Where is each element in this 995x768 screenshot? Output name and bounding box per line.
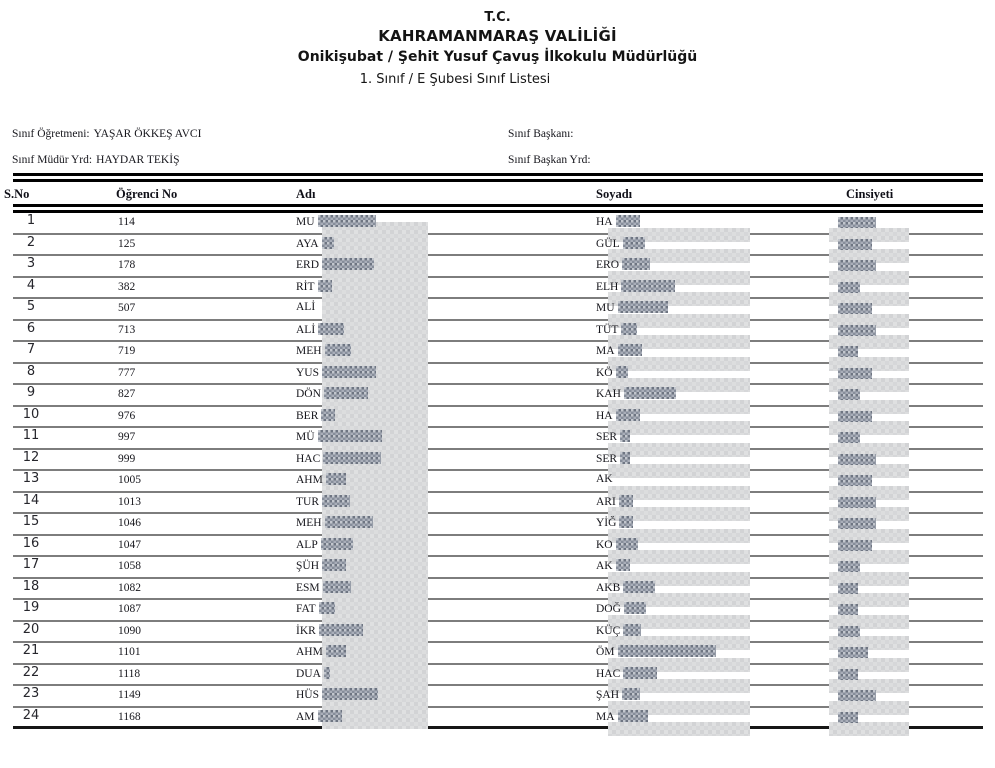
cell-soyadi (596, 667, 657, 680)
cell-sno: 3 (26, 256, 36, 271)
adi-visible-prefix: AYA (296, 237, 319, 250)
adi-redaction-block (319, 624, 363, 636)
col-header-ogrenci-no: Öğrenci No (116, 187, 178, 201)
cell-ogrenci-no: 1118 (118, 667, 141, 680)
cell-adi (296, 688, 378, 701)
table-row (0, 321, 995, 343)
cinsiyeti-redaction-block (838, 712, 858, 723)
cell-soyadi (596, 495, 633, 508)
cinsiyeti-redaction-block (838, 690, 876, 701)
table-row (0, 364, 995, 386)
cell-ogrenci-no: 976 (118, 409, 136, 422)
cell-sno: 1 (26, 213, 36, 228)
cell-ogrenci-no: 777 (118, 366, 136, 379)
cell-ogrenci-no: 1149 (118, 689, 141, 701)
cell-ogrenci-no: 114 (118, 216, 135, 228)
cell-ogrenci-no: 1082 (118, 581, 141, 594)
adi-visible-prefix: FAT (296, 603, 316, 615)
adi-redaction-block (324, 387, 368, 399)
soyadi-visible-prefix: KÖ (596, 366, 613, 379)
cinsiyeti-redaction-block (838, 389, 860, 400)
adi-redaction-block (326, 473, 346, 485)
adi-visible-prefix: RİT (296, 280, 315, 293)
cell-adi (296, 710, 342, 723)
header-governorship: KAHRAMANMARAŞ VALİLİĞİ (378, 27, 617, 45)
deputy-principal-label: Sınıf Müdür Yrd: (12, 154, 93, 166)
adi-visible-prefix: YUS (296, 366, 320, 379)
soyadi-visible-prefix: HA (596, 216, 613, 228)
cell-sno: 2 (26, 234, 36, 250)
cell-ogrenci-no: 382 (118, 280, 136, 293)
adi-redaction-block (318, 710, 342, 722)
adi-redaction-block (318, 215, 376, 227)
cell-sno: 17 (22, 557, 40, 572)
adi-visible-prefix: AHM (296, 474, 323, 486)
table-row (0, 665, 995, 687)
cinsiyeti-redaction-block (838, 239, 872, 250)
info-class-teacher (12, 128, 201, 140)
soyadi-redaction-block (620, 452, 630, 464)
soyadi-redaction-block (616, 215, 640, 227)
soyadi-redaction-block (622, 258, 650, 270)
cell-sno: 7 (26, 342, 36, 357)
cell-sno: 23 (22, 686, 40, 701)
cell-ogrenci-no: 1047 (118, 538, 141, 551)
table-body (0, 213, 995, 729)
rule-below-table-header (13, 204, 983, 213)
adi-redaction-block (322, 258, 374, 270)
soyadi-redaction-block (623, 237, 645, 249)
cell-ogrenci-no: 1046 (118, 517, 141, 529)
soyadi-visible-prefix: AK (596, 560, 613, 572)
soyadi-redaction-block (623, 624, 641, 636)
soyadi-visible-prefix: ERO (596, 259, 619, 271)
cinsiyeti-redaction-block (838, 475, 872, 486)
table-row (0, 471, 995, 493)
cell-sno: 22 (22, 664, 40, 680)
soyadi-visible-prefix: SER (596, 452, 618, 465)
cell-adi (296, 387, 368, 400)
cell-adi (296, 516, 373, 529)
soyadi-redaction-block (616, 409, 640, 421)
cell-ogrenci-no: 1058 (118, 560, 141, 572)
adi-redaction-block (325, 344, 351, 356)
adi-redaction-block (322, 688, 378, 700)
cell-soyadi (596, 323, 637, 336)
cell-soyadi (596, 430, 630, 443)
cell-ogrenci-no: 178 (118, 259, 136, 271)
adi-redaction-block (325, 516, 373, 528)
soyadi-redaction-block (618, 301, 668, 313)
table-row (0, 514, 995, 536)
cell-soyadi (596, 452, 630, 465)
soyadi-redaction-block (618, 344, 642, 356)
adi-visible-prefix: DUA (296, 667, 321, 680)
soyadi-visible-prefix: KAH (596, 388, 621, 400)
cell-soyadi (596, 258, 650, 271)
table-row (0, 278, 995, 300)
cell-soyadi (596, 237, 645, 250)
adi-visible-prefix: MÜ (296, 431, 315, 443)
cell-soyadi (596, 581, 655, 594)
cinsiyeti-redaction-block (838, 540, 872, 551)
col-header-soyadi: Soyadı (596, 187, 633, 201)
cell-adi (296, 667, 330, 680)
cell-soyadi (596, 645, 716, 658)
soyadi-visible-prefix: KÜÇ (596, 624, 621, 637)
cell-sno: 10 (22, 406, 40, 422)
cell-sno: 4 (26, 277, 36, 293)
adi-visible-prefix: MEH (296, 517, 322, 529)
cell-soyadi (596, 280, 675, 293)
soyadi-visible-prefix: MU (596, 302, 615, 314)
cell-sno: 24 (22, 707, 40, 723)
cell-adi (296, 366, 376, 379)
soyadi-visible-prefix: ŞAH (596, 689, 620, 701)
adi-visible-prefix: ERD (296, 259, 319, 271)
cinsiyeti-redaction-block (838, 626, 860, 637)
table-row (0, 450, 995, 472)
table-row (0, 557, 995, 579)
cell-adi (296, 237, 334, 250)
table-row (0, 622, 995, 644)
info-class-vice-president (508, 154, 595, 166)
soyadi-redaction-block (618, 710, 648, 722)
cinsiyeti-redaction-block (838, 368, 872, 379)
adi-visible-prefix: AM (296, 710, 315, 723)
cell-soyadi (596, 559, 630, 572)
adi-redaction-block (324, 667, 330, 679)
adi-redaction-block (321, 409, 335, 421)
soyadi-visible-prefix: HA (596, 409, 613, 422)
table-row (0, 686, 995, 708)
cinsiyeti-redaction-block (838, 432, 860, 443)
cinsiyeti-redaction-block (838, 411, 872, 422)
soyadi-visible-prefix: MA (596, 710, 615, 723)
soyadi-redaction-block (619, 516, 633, 528)
soyadi-redaction-block (620, 430, 630, 442)
cell-sno: 14 (22, 492, 40, 508)
soyadi-visible-prefix: DOĞ (596, 603, 621, 615)
table-row (0, 708, 995, 730)
cell-sno: 12 (22, 449, 40, 465)
adi-redaction-block (323, 581, 351, 593)
adi-visible-prefix: HÜS (296, 689, 320, 701)
table-row (0, 299, 995, 321)
cell-adi (296, 538, 353, 551)
cell-soyadi (596, 344, 642, 357)
adi-visible-prefix: ALP (296, 538, 318, 551)
soyadi-redaction-block (619, 495, 633, 507)
cell-adi (296, 581, 351, 594)
cell-soyadi (596, 624, 641, 637)
cell-sno: 5 (26, 299, 36, 314)
cell-adi (296, 452, 381, 465)
rule-above-table-header (13, 173, 983, 182)
soyadi-visible-prefix: GÜL (596, 237, 620, 250)
cell-soyadi (596, 409, 640, 422)
cinsiyeti-redaction-block (838, 217, 876, 228)
class-teacher-label: Sınıf Öğretmeni: (12, 128, 90, 140)
soyadi-visible-prefix: AKB (596, 581, 621, 594)
cinsiyeti-redaction-block (838, 669, 858, 680)
cell-adi (296, 409, 335, 422)
adi-redaction-block (323, 452, 381, 464)
col-header-cinsiyeti: Cinsiyeti (846, 187, 894, 201)
table-row (0, 600, 995, 622)
header-class-list-title: 1. Sınıf / E Şubesi Sınıf Listesi (359, 72, 551, 87)
soyadi-visible-prefix: YİĞ (596, 517, 617, 529)
adi-visible-prefix: HAC (296, 452, 321, 465)
table-row (0, 385, 995, 407)
cell-ogrenci-no: 999 (118, 452, 136, 465)
soyadi-redaction-block (624, 602, 646, 614)
cell-soyadi (596, 366, 628, 379)
cell-sno: 19 (22, 600, 40, 615)
cell-adi (296, 215, 376, 228)
info-deputy-principal (12, 154, 179, 166)
table-row (0, 256, 995, 278)
col-header-adi: Adı (296, 187, 316, 201)
table-row (0, 643, 995, 665)
soyadi-visible-prefix: MA (596, 345, 615, 357)
deputy-principal-value: HAYDAR TEKİŞ (96, 154, 180, 166)
header-school: Onikişubat / Şehit Yusuf Çavuş İlkokulu Müdürlüğü (297, 49, 698, 65)
cinsiyeti-redaction-block (838, 260, 876, 271)
adi-visible-prefix: ESM (296, 581, 320, 594)
cell-ogrenci-no: 719 (118, 345, 136, 357)
cell-sno: 6 (26, 320, 36, 336)
info-class-president (508, 128, 578, 140)
soyadi-redaction-block (623, 581, 655, 593)
redaction-bar-soyadi (608, 357, 750, 371)
table-row (0, 235, 995, 257)
soyadi-visible-prefix: TÜT (596, 323, 619, 336)
cell-ogrenci-no: 1101 (118, 646, 141, 658)
table-row (0, 407, 995, 429)
cell-soyadi (596, 688, 640, 701)
cell-ogrenci-no: 997 (118, 431, 136, 443)
cell-adi (296, 645, 346, 658)
soyadi-visible-prefix: HAC (596, 667, 621, 680)
cell-adi (296, 624, 363, 637)
cell-sno: 15 (22, 514, 40, 529)
adi-visible-prefix: İKR (296, 624, 316, 637)
adi-redaction-block (318, 430, 382, 442)
adi-redaction-block (322, 495, 350, 507)
table-row (0, 536, 995, 558)
cell-soyadi (596, 538, 638, 551)
cell-sno: 21 (22, 643, 40, 658)
soyadi-visible-prefix: ÖM (596, 646, 615, 658)
table-row (0, 428, 995, 450)
cell-sno: 13 (22, 471, 40, 486)
soyadi-visible-prefix: ELH (596, 280, 619, 293)
redaction-bar-soyadi (608, 722, 750, 736)
adi-redaction-block (322, 366, 376, 378)
cell-adi (296, 280, 332, 293)
soyadi-visible-prefix: SER (596, 431, 618, 443)
adi-visible-prefix: MU (296, 216, 315, 228)
adi-redaction-block (321, 538, 353, 550)
cinsiyeti-redaction-block (838, 325, 876, 336)
cell-soyadi (596, 215, 640, 228)
cell-adi (296, 323, 344, 336)
cell-soyadi (596, 473, 613, 485)
adi-visible-prefix: ALİ (296, 301, 316, 313)
cinsiyeti-redaction-block (838, 282, 860, 293)
cell-soyadi (596, 387, 676, 400)
soyadi-redaction-block (624, 387, 676, 399)
cell-adi (296, 559, 346, 572)
soyadi-redaction-block (621, 323, 637, 335)
cell-ogrenci-no: 507 (118, 302, 136, 314)
soyadi-redaction-block (616, 538, 638, 550)
cell-sno: 20 (22, 621, 40, 637)
cell-sno: 18 (22, 578, 40, 594)
cinsiyeti-redaction-block (838, 303, 872, 314)
cell-adi (296, 473, 346, 486)
soyadi-visible-prefix: KO (596, 538, 613, 551)
adi-visible-prefix: DÖN (296, 388, 321, 400)
class-teacher-value: YAŞAR ÖKKEŞ AVCI (93, 128, 202, 140)
cell-soyadi (596, 602, 646, 615)
cinsiyeti-redaction-block (838, 454, 876, 465)
cinsiyeti-redaction-block (838, 604, 858, 615)
cell-adi (296, 301, 315, 313)
adi-visible-prefix: ALİ (296, 323, 316, 336)
cell-ogrenci-no: 827 (118, 388, 136, 400)
soyadi-visible-prefix: AK (596, 473, 613, 485)
cell-adi (296, 495, 350, 508)
cell-adi (296, 430, 382, 443)
class-vice-president-label: Sınıf Başkan Yrd: (508, 154, 591, 166)
adi-visible-prefix: TUR (296, 495, 319, 508)
table-row (0, 342, 995, 364)
cinsiyeti-redaction-block (838, 518, 876, 529)
adi-redaction-block (322, 237, 334, 249)
cell-ogrenci-no: 125 (118, 237, 136, 250)
adi-redaction-block (318, 323, 344, 335)
soyadi-redaction-block (621, 280, 675, 292)
cell-adi (296, 602, 335, 615)
soyadi-redaction-block (616, 559, 630, 571)
cell-soyadi (596, 710, 648, 723)
redaction-bar-soyadi (608, 464, 750, 478)
adi-visible-prefix: AHM (296, 646, 323, 658)
cell-ogrenci-no: 1168 (118, 710, 141, 723)
soyadi-redaction-block (616, 366, 628, 378)
table-row (0, 579, 995, 601)
soyadi-redaction-block (623, 667, 657, 679)
adi-redaction-block (322, 559, 346, 571)
cinsiyeti-redaction-block (838, 583, 858, 594)
adi-visible-prefix: ŞÜH (296, 560, 320, 572)
cinsiyeti-redaction-block (838, 346, 858, 357)
cell-sno: 8 (26, 363, 36, 379)
class-president-label: Sınıf Başkanı: (508, 128, 574, 140)
soyadi-visible-prefix: ARI (596, 495, 616, 508)
adi-visible-prefix: MEH (296, 345, 322, 357)
cell-ogrenci-no: 1090 (118, 624, 141, 637)
cell-sno: 9 (26, 385, 36, 400)
cell-sno: 16 (22, 535, 40, 551)
header-republic: T.C. (484, 10, 511, 25)
col-header-sno: S.No (4, 187, 30, 201)
cinsiyeti-redaction-block (838, 561, 860, 572)
cell-sno: 11 (22, 428, 40, 443)
adi-redaction-block (319, 602, 335, 614)
soyadi-redaction-block (618, 645, 716, 657)
cell-ogrenci-no: 1013 (118, 495, 141, 508)
redaction-bar-cinsiyeti (829, 722, 909, 736)
cell-ogrenci-no: 713 (118, 323, 136, 336)
cinsiyeti-redaction-block (838, 647, 868, 658)
soyadi-redaction-block (622, 688, 640, 700)
adi-visible-prefix: BER (296, 409, 319, 422)
cell-soyadi (596, 301, 668, 314)
cell-adi (296, 344, 351, 357)
cell-adi (296, 258, 374, 271)
table-row (0, 493, 995, 515)
cell-ogrenci-no: 1005 (118, 474, 141, 486)
cell-ogrenci-no: 1087 (118, 603, 141, 615)
cell-soyadi (596, 516, 633, 529)
adi-redaction-block (326, 645, 346, 657)
cinsiyeti-redaction-block (838, 497, 876, 508)
adi-redaction-block (318, 280, 332, 292)
table-row (0, 213, 995, 235)
